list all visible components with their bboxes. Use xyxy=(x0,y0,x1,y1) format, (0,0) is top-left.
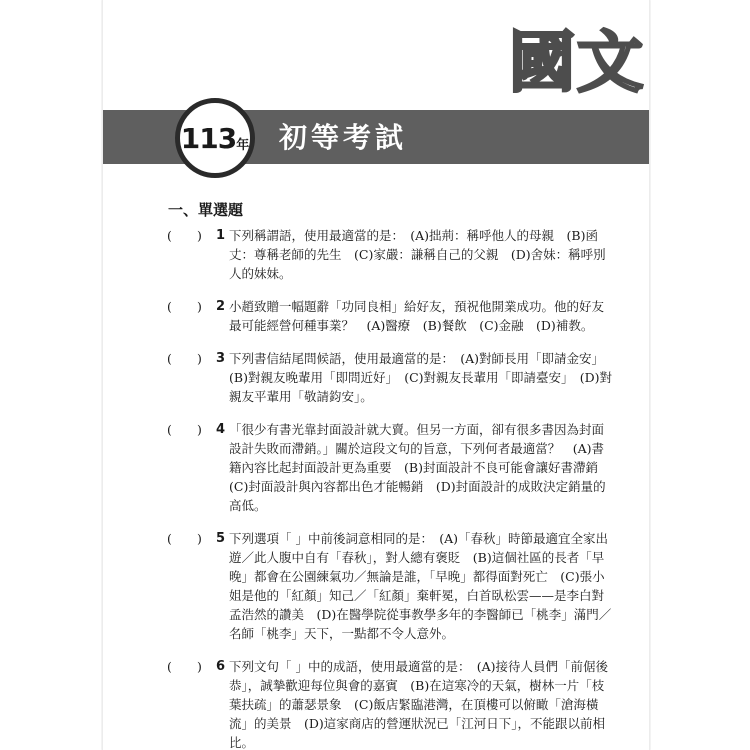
answer-blank-close: ) xyxy=(197,531,202,546)
question-text: 下列文句「 」中的成語，使用最適當的是： (A)接待人員們「前倨後恭」，誠摯歡迎每位與會的嘉賓 (B)在這寒冷的天氣，樹林一片「枝葉扶疏」的蕭瑟景象 (C)飯店緊臨港灣，在頂樓可以俯瞰「滄海橫流」的美景 (D)這家商店的營運狀況已「江河日下」，不能跟以前相比。 xyxy=(229,659,609,750)
question-text: 「很少有書光靠封面設計就大賣。但另一方面，卻有很多書因為封面設計失敗而滯銷。」關於這段文句的旨意，下列何者最適當？ (A)書籍內容比起封面設計更為重要 (B)封面設計不良可能會讓好書滯銷 (C)封面設計與內容都出色才能暢銷 (D)封面設計的成敗決定銷量的高低。 xyxy=(229,422,611,513)
answer-blank-close: ) xyxy=(197,228,202,243)
answer-blank-open: ( xyxy=(167,228,172,243)
section-heading: 一、單選題 xyxy=(168,201,244,219)
exam-title: 初等考試 xyxy=(279,121,408,154)
question-item xyxy=(103,420,649,515)
question-item xyxy=(103,226,649,283)
question-item xyxy=(103,529,649,643)
answer-blank-close: ) xyxy=(197,351,202,366)
question-item xyxy=(103,349,649,406)
question-number: 4 xyxy=(216,422,226,437)
year-suffix: 年 xyxy=(236,137,250,153)
answer-blank-open: ( xyxy=(167,422,172,437)
question-number: 6 xyxy=(216,659,226,674)
question-item xyxy=(103,297,649,335)
answer-blank-open: ( xyxy=(167,351,172,366)
question-text: 下列選項「 」中前後詞意相同的是： (A)「春秋」時節最適宜全家出遊／此人腹中自有「春秋」，對人總有褒貶 (B)這個社區的長者「早晚」都會在公園練氣功／無論是誰，「早晚」都得面對死亡 (C)張小姐是他的「紅顏」知己／「紅顏」棄軒冕，白首臥松雲——是李白對孟浩然的讚美 (D)在醫學院從事教學多年的李醫師已「桃李」滿門／名師「桃李」天下，一點都不令人意外。 xyxy=(229,531,612,641)
question-text: 小趙致贈一幅題辭「功同良相」給好友，預祝他開業成功。他的好友最可能經營何種事業？ (A)醫療 (B)餐飲 (C)金融 (D)補教。 xyxy=(229,299,605,333)
question-number: 1 xyxy=(216,228,226,243)
subject-title: 國文 xyxy=(509,24,645,101)
answer-blank-close: ) xyxy=(197,299,202,314)
question-list xyxy=(103,226,649,750)
answer-blank-open: ( xyxy=(167,299,172,314)
answer-blank-open: ( xyxy=(167,659,172,674)
answer-blank-close: ) xyxy=(197,659,202,674)
question-text: 下列稱謂語，使用最適當的是： (A)拙荊：稱呼他人的母親 (B)函丈：尊稱老師的先生 (C)家嚴：謙稱自己的父親 (D)舍妹：稱呼別人的妹妹。 xyxy=(229,228,606,281)
year-badge xyxy=(175,98,255,178)
question-number: 3 xyxy=(216,351,226,366)
question-number: 2 xyxy=(216,299,226,314)
answer-blank-close: ) xyxy=(197,422,202,437)
question-text: 下列書信結尾問候語，使用最適當的是： (A)對師長用「即請金安」 (B)對親友晚輩用「即問近好」 (C)對親友長輩用「即請臺安」 (D)對親友平輩用「敬請鈞安」。 xyxy=(229,351,613,404)
question-number: 5 xyxy=(216,531,226,546)
question-item xyxy=(103,657,649,750)
year-number: 113 xyxy=(180,121,237,155)
exam-page xyxy=(102,0,650,750)
answer-blank-open: ( xyxy=(167,531,172,546)
